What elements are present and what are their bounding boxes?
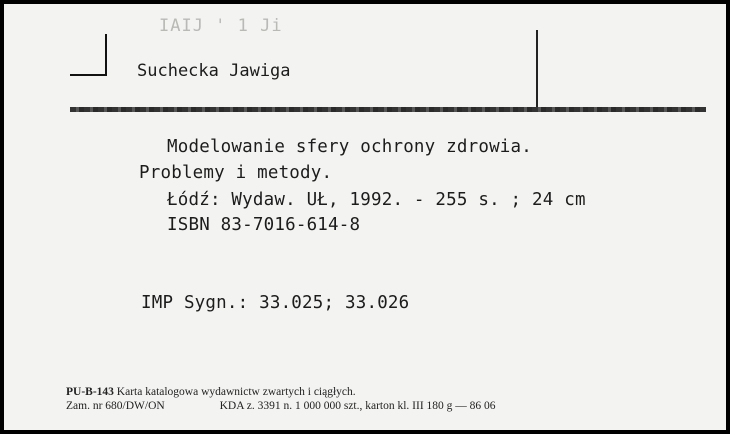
signature-line: IMP Sygn.: 33.025; 33.026 bbox=[141, 293, 410, 313]
footer-line-2 bbox=[66, 400, 496, 412]
footer-description: Karta katalogowa wydawnictw zwartych i ciągłych. bbox=[116, 386, 356, 398]
title-line-2: Problemy i metody. bbox=[139, 163, 333, 183]
faded-header-text: IAIJ ' 1 Ji bbox=[159, 16, 283, 36]
imprint-line: Łódź: Wydaw. UŁ, 1992. - 255 s. ; 24 cm bbox=[167, 190, 586, 210]
header-divider bbox=[70, 107, 706, 112]
title-line-1: Modelowanie sfery ochrony zdrowia. bbox=[167, 137, 533, 157]
left-vertical-rule bbox=[105, 34, 107, 76]
catalog-card bbox=[4, 4, 726, 430]
footer-order-number: Zam. nr 680/DW/ON bbox=[66, 400, 165, 412]
footer-code: PU-B-143 bbox=[66, 386, 114, 398]
footer-line-1 bbox=[66, 386, 356, 398]
isbn-line: ISBN 83-7016-614-8 bbox=[167, 215, 361, 235]
footer-print-info: KDA z. 3391 n. 1 000 000 szt., karton kl. III 180 g — 86 06 bbox=[219, 400, 496, 412]
author-name: Suchecka Jawiga bbox=[137, 61, 291, 81]
right-vertical-rule bbox=[536, 30, 538, 110]
left-horizontal-rule bbox=[70, 74, 107, 76]
